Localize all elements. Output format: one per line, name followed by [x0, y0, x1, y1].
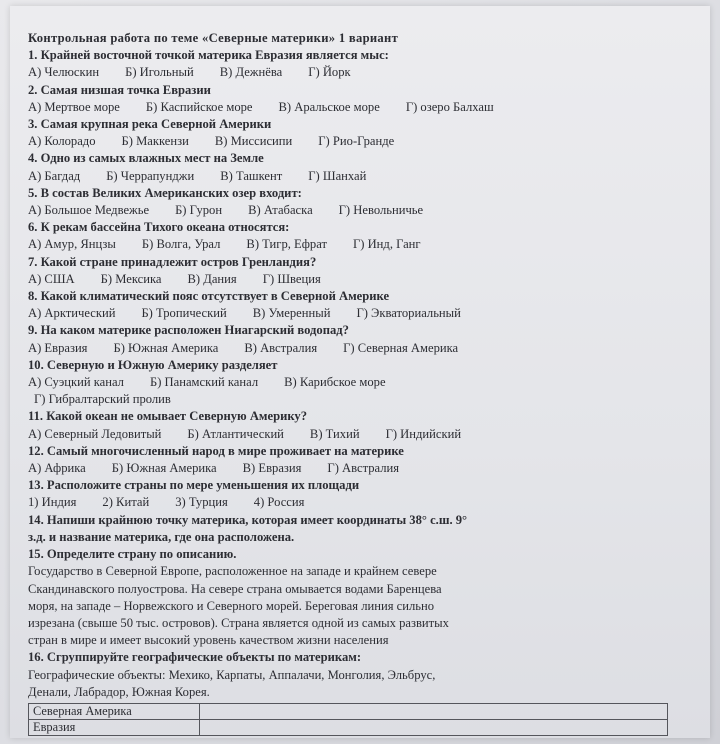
answer-options	[28, 494, 692, 511]
answer-option[interactable]: А) Амур, Янцзы	[28, 237, 116, 252]
answer-options	[28, 168, 692, 185]
question-6	[28, 219, 692, 253]
answer-option[interactable]: А) Мертвое море	[28, 99, 120, 114]
answer-option[interactable]: Г) Австралия	[327, 461, 400, 476]
continent-label: Северная Америка	[29, 703, 200, 719]
question-5	[28, 185, 692, 219]
answer-option[interactable]: Г) Рио-Гранде	[318, 134, 395, 149]
answer-option[interactable]: В) Тихий	[309, 426, 360, 441]
answer-option[interactable]: В) Аральское море	[278, 99, 380, 114]
answer-option[interactable]: В) Карибское море	[284, 375, 386, 390]
answer-option[interactable]: Б) Черрапунджи	[106, 168, 195, 183]
answer-option[interactable]: А) Суэцкий канал	[28, 375, 124, 390]
country-description	[28, 563, 692, 649]
description-line: Скандинавского полуострова. На севере страна омывается водами Баренцева	[28, 581, 442, 596]
question-16	[28, 649, 692, 736]
answer-option[interactable]: Г) Йорк	[308, 65, 351, 80]
question-11	[28, 408, 692, 442]
description-line: Государство в Северной Европе, расположенное на западе и крайнем севере	[28, 564, 437, 579]
table-row	[29, 719, 668, 735]
answer-option[interactable]: Б) Каспийское море	[145, 99, 253, 114]
question-text: 6. К рекам бассейна Тихого океана относятся:	[28, 220, 290, 235]
answer-options	[28, 99, 692, 116]
question-text: 3. Самая крупная река Северной Америки	[28, 117, 272, 132]
answer-option[interactable]: В) Дания	[187, 271, 237, 286]
answer-option[interactable]: А) США	[28, 271, 75, 286]
answer-option[interactable]: А) Большое Медвежье	[28, 203, 150, 218]
answer-option[interactable]: Б) Волга, Урал	[141, 237, 221, 252]
answer-options	[28, 271, 692, 288]
answer-option[interactable]: Г) Гибралтарский пролив	[34, 392, 171, 407]
answer-option[interactable]: А) Багдад	[28, 168, 81, 183]
question-4	[28, 150, 692, 184]
answer-option[interactable]: А) Северный Ледовитый	[28, 426, 162, 441]
question-text: 11. Какой океан не омывает Северную Америку?	[28, 409, 308, 424]
document-title: Контрольная работа по теме «Северные материки» 1 вариант	[28, 31, 399, 45]
answer-option[interactable]: В) Австралия	[244, 340, 318, 355]
question-text: 1. Крайней восточной точкой материка Евразия является мыс:	[28, 48, 389, 63]
answer-options	[28, 374, 692, 391]
description-line: стран в мире и имеет высокий уровень качеством жизни населения	[28, 633, 389, 648]
question-2	[28, 82, 692, 116]
question-text: 13. Расположите страны по мере уменьшения их площади	[28, 478, 360, 493]
answer-cell[interactable]	[200, 719, 668, 735]
question-12	[28, 443, 692, 477]
paper-sheet	[10, 6, 710, 738]
answer-options	[28, 133, 692, 150]
answer-option[interactable]: Г) Индийский	[385, 426, 462, 441]
table-row	[29, 703, 668, 719]
question-3	[28, 116, 692, 150]
answer-option[interactable]: Б) Маккензи	[121, 134, 189, 149]
question-text: 14. Напиши крайнюю точку материка, которая имеет координаты 38° с.ш. 9°	[28, 512, 468, 527]
answer-option[interactable]: 2) Китай	[102, 495, 150, 510]
answer-options	[28, 64, 692, 81]
answer-option[interactable]: А) Челюскин	[28, 65, 100, 80]
answer-option[interactable]: Г) Шанхай	[308, 168, 367, 183]
question-14	[28, 512, 692, 546]
answer-option[interactable]: В) Миссисипи	[214, 134, 293, 149]
answer-options	[28, 202, 692, 219]
question-10	[28, 357, 692, 409]
answer-options	[28, 460, 692, 477]
question-text-continued: з.д. и название материка, где она расположена.	[28, 529, 295, 544]
answer-option[interactable]: А) Евразия	[28, 340, 88, 355]
answer-option[interactable]: А) Колорадо	[28, 134, 96, 149]
answer-option[interactable]: А) Арктический	[28, 306, 116, 321]
answer-option[interactable]: Г) озеро Балхаш	[405, 99, 494, 114]
description-line: изрезана (свыше 50 тыс. островов). Страна является одной из самых развитых	[28, 615, 449, 630]
answer-option[interactable]: Б) Южная Америка	[111, 461, 217, 476]
answer-option[interactable]: А) Африка	[28, 461, 86, 476]
answer-option[interactable]: Г) Северная Америка	[343, 340, 459, 355]
question-text: 8. Какой климатический пояс отсутствует в Северной Америке	[28, 289, 390, 304]
answer-cell[interactable]	[200, 703, 668, 719]
question-13	[28, 477, 692, 511]
answer-option[interactable]: 4) Россия	[253, 495, 305, 510]
objects-line: Денали, Лабрадор, Южная Корея.	[28, 684, 210, 699]
question-text: 5. В состав Великих Американских озер входит:	[28, 185, 302, 200]
answer-option[interactable]: В) Евразия	[242, 461, 302, 476]
answer-option[interactable]: В) Ташкент	[220, 168, 283, 183]
question-text: 2. Самая низшая точка Евразии	[28, 82, 211, 97]
answer-option[interactable]: Г) Инд, Ганг	[352, 237, 421, 252]
answer-option[interactable]: Б) Мексика	[100, 271, 162, 286]
question-text: 10. Северную и Южную Америку разделяет	[28, 357, 278, 372]
question-8	[28, 288, 692, 322]
answer-option[interactable]: В) Атабаска	[248, 203, 313, 218]
question-text: 15. Определите страну по описанию.	[28, 547, 237, 562]
question-9	[28, 322, 692, 356]
answer-options-extra	[28, 391, 692, 408]
answer-option[interactable]: 3) Турция	[175, 495, 228, 510]
answer-option[interactable]: В) Умеренный	[252, 306, 331, 321]
answer-options	[28, 426, 692, 443]
answer-option[interactable]: Г) Экваториальный	[356, 306, 461, 321]
answer-option[interactable]: В) Тигр, Ефрат	[246, 237, 327, 252]
questions-list	[28, 47, 692, 511]
answer-option[interactable]: Б) Игольный	[125, 65, 194, 80]
answer-options	[28, 236, 692, 253]
question-text: 16. Сгруппируйте географические объекты по материкам:	[28, 650, 362, 665]
answer-option[interactable]: Г) Швеция	[262, 271, 321, 286]
answer-option[interactable]: Б) Атлантический	[187, 426, 284, 441]
objects-line: Географические объекты: Мехико, Карпаты, Аппалачи, Монголия, Эльбрус,	[28, 667, 436, 682]
continent-label: Евразия	[29, 719, 200, 735]
question-text: 4. Одно из самых влажных мест на Земле	[28, 151, 264, 166]
question-text: 9. На каком материке расположен Ниагарский водопад?	[28, 323, 349, 338]
question-1	[28, 47, 692, 81]
answer-option[interactable]: 1) Индия	[28, 495, 77, 510]
question-text: 7. Какой стране принадлежит остров Гренландия?	[28, 254, 317, 269]
answer-option[interactable]: Б) Панамский канал	[149, 375, 259, 390]
answer-option[interactable]: Б) Гурон	[175, 203, 223, 218]
question-text: 12. Самый многочисленный народ в мире проживает на материке	[28, 443, 404, 458]
answer-option[interactable]: Г) Невольничье	[338, 203, 424, 218]
grouping-table	[28, 703, 668, 736]
question-15	[28, 546, 692, 649]
answer-options	[28, 305, 692, 322]
answer-option[interactable]: Б) Южная Америка	[113, 340, 219, 355]
answer-options	[28, 340, 692, 357]
answer-option[interactable]: В) Дежнёва	[219, 65, 283, 80]
description-line: моря, на западе – Норвежского и Северного морей. Береговая линия сильно	[28, 598, 435, 613]
answer-option[interactable]: Б) Тропический	[141, 306, 227, 321]
test-document	[28, 30, 692, 736]
question-7	[28, 254, 692, 288]
